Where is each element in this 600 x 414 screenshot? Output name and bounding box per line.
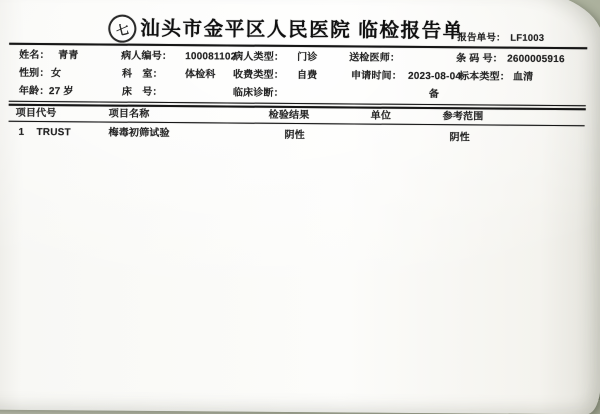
bed-label: 床 号： xyxy=(121,86,163,98)
row-reference: 阴性 xyxy=(449,132,470,144)
dept-label: 科 室： xyxy=(121,68,163,80)
remark-label: 备 xyxy=(428,89,440,101)
sample-type-label: 标本类型： xyxy=(458,71,511,83)
row-item-name: 梅毒初筛试验 xyxy=(108,127,170,140)
report-no-value: LF1003 xyxy=(510,32,545,44)
apply-time-value: 2023-08-04 xyxy=(407,70,462,83)
name-label: 姓名： xyxy=(19,49,50,62)
report-title: 汕头市金平区人民医院 临检报告单 xyxy=(140,17,464,43)
row-no: 1 xyxy=(18,126,25,138)
fee-type-value: 自费 xyxy=(296,70,318,82)
col-result-header: 检验结果 xyxy=(268,109,310,122)
col-unit-header: 单位 xyxy=(370,110,392,122)
age-value: 27 岁 xyxy=(48,86,74,98)
apply-time-label: 申请时间： xyxy=(350,70,403,82)
patient-type-value: 门诊 xyxy=(297,52,318,64)
sex-value: 女 xyxy=(50,68,62,80)
name-value: 青青 xyxy=(58,50,79,62)
sex-label: 性别： xyxy=(18,67,50,80)
barcode-value: 2600005916 xyxy=(507,53,565,66)
patient-id-label: 病人编号： xyxy=(121,50,173,63)
row-code: TRUST xyxy=(36,126,71,139)
sample-type-value: 血清 xyxy=(512,71,534,83)
col-item-code-header: 项目代号 xyxy=(15,107,57,120)
hospital-logo-icon xyxy=(105,12,139,46)
barcode-label: 条 码 号： xyxy=(456,53,503,65)
col-item-name-header: 项目名称 xyxy=(108,108,150,120)
row-result: 阴性 xyxy=(284,129,305,142)
dept-value: 体检科 xyxy=(184,69,216,81)
age-label: 年龄： xyxy=(18,85,50,98)
col-reference-header: 参考范围 xyxy=(442,111,484,123)
patient-id-value: 100081102 xyxy=(185,51,237,63)
hospital-logo-glyph: 七 xyxy=(114,20,131,39)
fee-type-label: 收费类型： xyxy=(232,69,285,81)
doctor-label: 送检医师： xyxy=(349,52,401,64)
report-no-label: 报告单号： xyxy=(457,32,506,44)
patient-type-label: 病人类型： xyxy=(233,51,285,63)
diagnosis-label: 临床诊断： xyxy=(232,87,284,99)
